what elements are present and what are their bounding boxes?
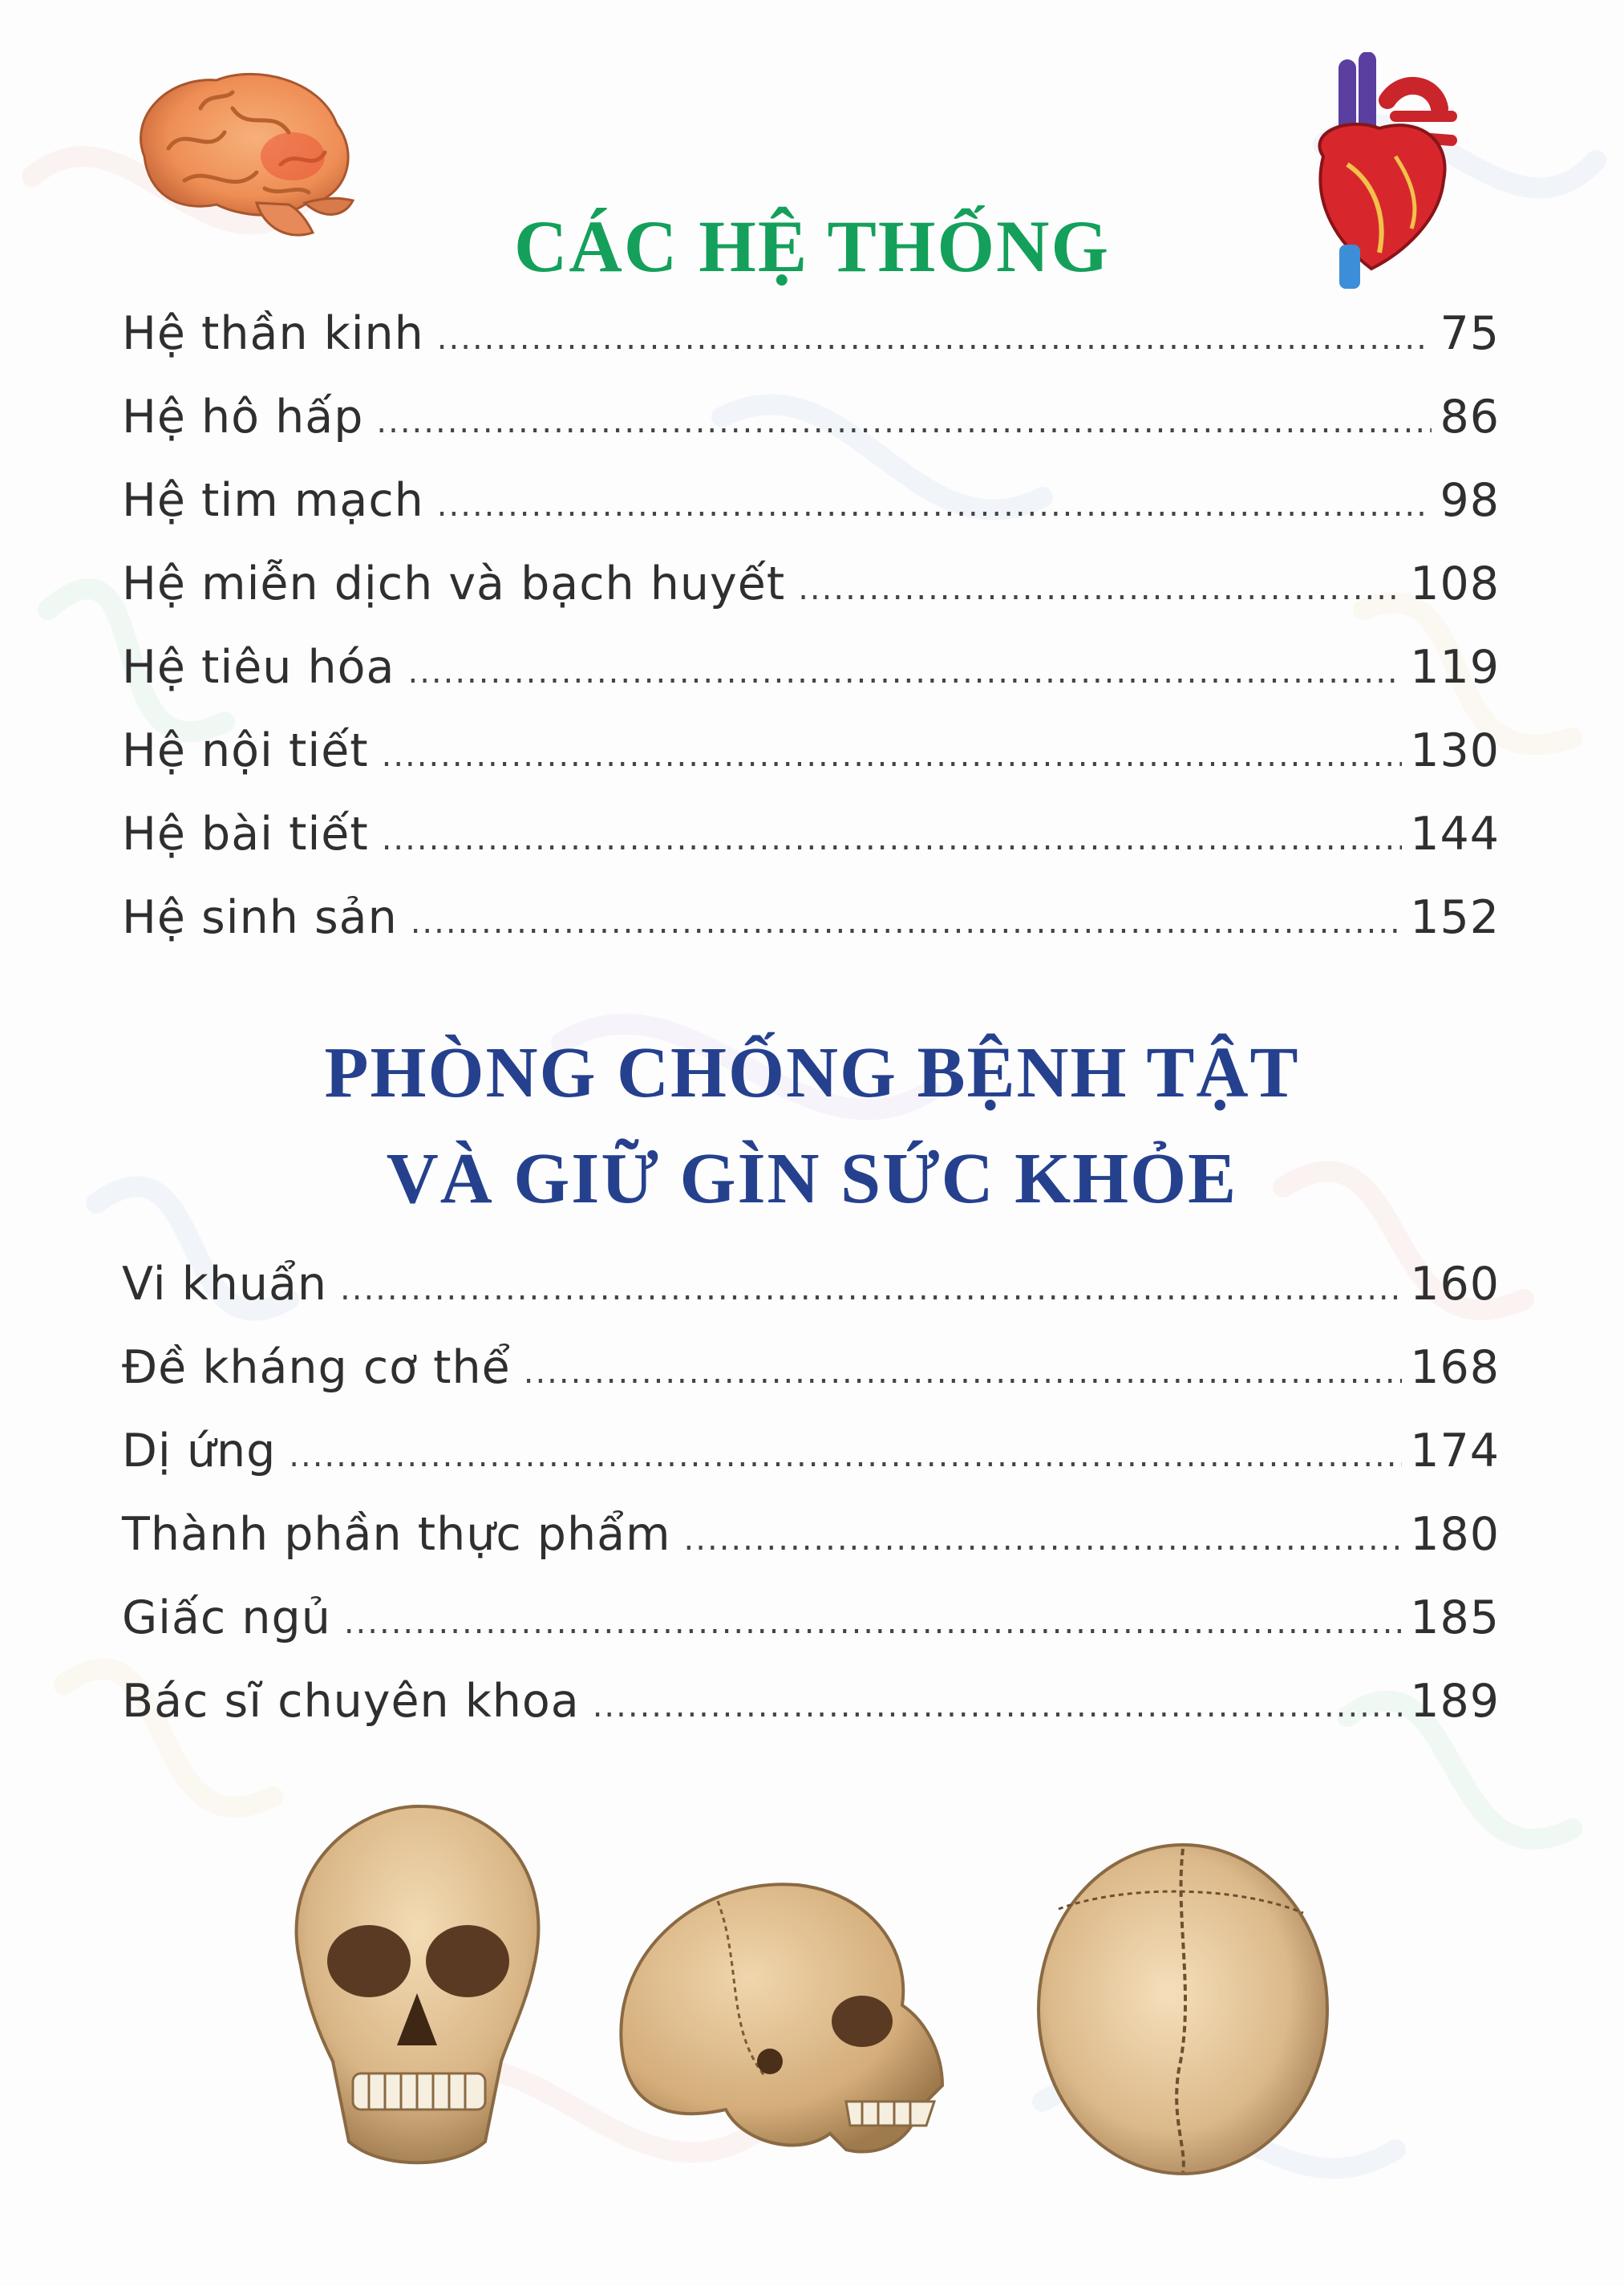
- leader-dots: [798, 547, 1402, 630]
- toc-entry[interactable]: [122, 1493, 1500, 1576]
- toc-entry[interactable]: [122, 375, 1500, 459]
- toc-entry-page: 185: [1410, 1591, 1500, 1644]
- toc-entry-page: 189: [1410, 1675, 1500, 1728]
- skull-front-icon: [269, 1797, 565, 2174]
- toc-entry[interactable]: [122, 1660, 1500, 1743]
- section-title-systems: CÁC HỆ THỐNG: [513, 205, 1111, 287]
- section-title-health-line1: PHÒNG CHỐNG BỆNH TẬT: [324, 1033, 1300, 1113]
- toc-entry-page: 75: [1440, 307, 1500, 360]
- toc-entry-title: Hệ nội tiết: [122, 724, 369, 777]
- toc-entry[interactable]: [122, 1576, 1500, 1660]
- toc-entry-title: Hệ thần kinh: [122, 307, 424, 360]
- leader-dots: [340, 1247, 1402, 1331]
- toc-entry[interactable]: [122, 292, 1500, 375]
- toc-entry-title: Đề kháng cơ thể: [122, 1341, 511, 1394]
- leader-dots: [437, 464, 1432, 547]
- toc-entry[interactable]: [122, 1242, 1500, 1326]
- toc-entry[interactable]: [122, 459, 1500, 542]
- toc-entry-title: Thành phần thực phẩm: [122, 1508, 671, 1561]
- leader-dots: [593, 1664, 1402, 1748]
- toc-entry[interactable]: [122, 1326, 1500, 1409]
- toc-entry-page: 130: [1410, 724, 1500, 777]
- toc-entry-page: 168: [1410, 1341, 1500, 1394]
- leader-dots: [437, 297, 1432, 380]
- toc-entry-title: Hệ sinh sản: [122, 891, 398, 944]
- toc-list-health: [122, 1242, 1500, 1743]
- toc-entry-title: Giấc ngủ: [122, 1591, 331, 1644]
- toc-entry-title: Hệ tiêu hóa: [122, 641, 395, 694]
- toc-entry-title: Vi khuẩn: [122, 1258, 328, 1311]
- toc-entry-page: 144: [1410, 808, 1500, 861]
- leader-dots: [684, 1498, 1403, 1581]
- leader-dots: [376, 380, 1432, 464]
- toc-entry-page: 174: [1410, 1425, 1500, 1477]
- toc-entry-title: Hệ tim mạch: [122, 474, 424, 527]
- toc-entry-page: 86: [1440, 391, 1500, 444]
- toc-entry[interactable]: [122, 792, 1500, 876]
- leader-dots: [344, 1581, 1402, 1664]
- toc-entry-title: Hệ miễn dịch và bạch huyết: [122, 557, 786, 610]
- toc-entry[interactable]: [122, 876, 1500, 959]
- toc-entry-page: 98: [1440, 474, 1500, 527]
- toc-entry-page: 108: [1410, 557, 1500, 610]
- leader-dots: [382, 714, 1403, 797]
- toc-entry[interactable]: [122, 542, 1500, 626]
- toc-entry-page: 160: [1410, 1258, 1500, 1311]
- skull-top-icon: [1027, 1837, 1339, 2182]
- toc-entry[interactable]: [122, 626, 1500, 709]
- toc-entry-page: 152: [1410, 891, 1500, 944]
- toc-entry-title: Dị ứng: [122, 1425, 277, 1477]
- toc-list-systems: [122, 292, 1500, 959]
- leader-dots: [407, 630, 1402, 714]
- toc-entry-title: Bác sĩ chuyên khoa: [122, 1675, 580, 1728]
- toc-entry[interactable]: [122, 709, 1500, 792]
- toc-entry-page: 119: [1410, 641, 1500, 694]
- toc-entry-title: Hệ bài tiết: [122, 808, 369, 861]
- skull-side-icon: [605, 1869, 974, 2182]
- leader-dots: [382, 797, 1402, 881]
- section-title-health-line2: VÀ GIỮ GÌN SỨC KHỎE: [386, 1139, 1238, 1218]
- toc-entry-title: Hệ hô hấp: [122, 391, 364, 444]
- leader-dots: [524, 1331, 1402, 1414]
- toc-entry[interactable]: [122, 1409, 1500, 1493]
- toc-entry-page: 180: [1410, 1508, 1500, 1561]
- leader-dots: [411, 881, 1402, 964]
- leader-dots: [289, 1414, 1402, 1498]
